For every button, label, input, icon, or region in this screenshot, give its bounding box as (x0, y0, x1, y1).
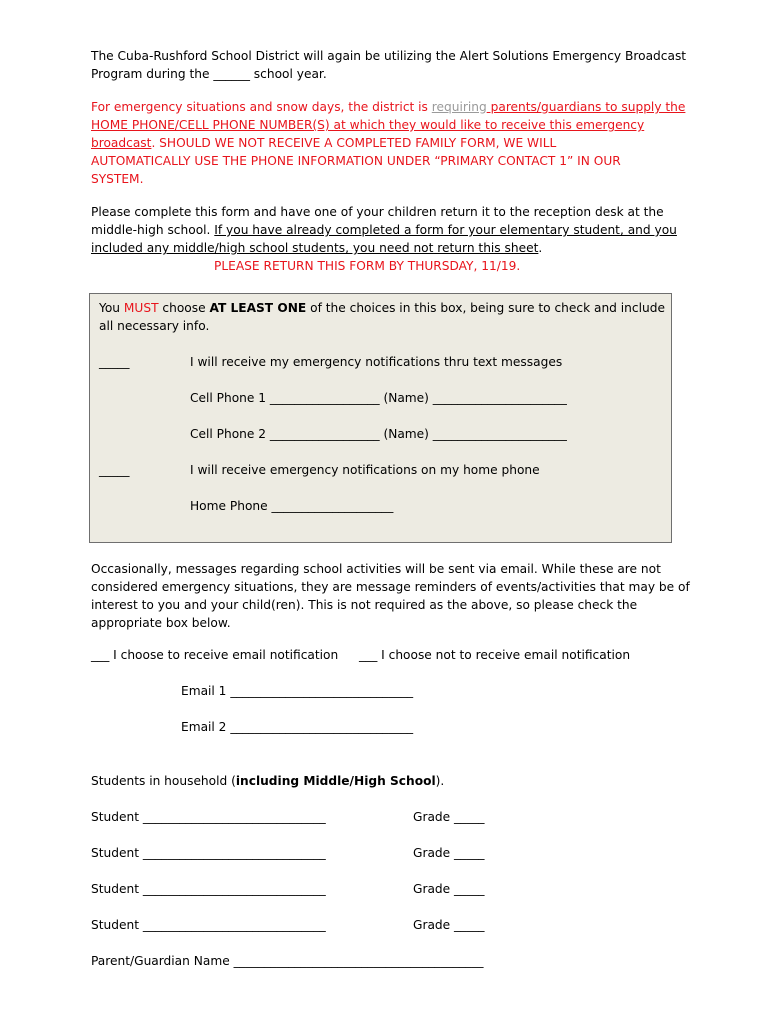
return-deadline: PLEASE RETURN THIS FORM BY THURSDAY, 11/19. (214, 259, 521, 273)
students-heading-bold: including Middle/High School (235, 774, 436, 788)
student-grade-field[interactable]: Grade _____ (413, 846, 485, 860)
student-name-field[interactable]: Student ______________________________ (91, 810, 326, 824)
home-option-checkbox-blank[interactable]: _____ (99, 463, 130, 477)
student-grade-field[interactable]: Grade _____ (413, 810, 485, 824)
email-opt-out-option[interactable]: ___ I choose not to receive email notification (359, 648, 631, 662)
email-info-line-2: considered emergency situations, they are message reminders of events/activities that may be of (91, 580, 690, 594)
box-text-rest: of the choices in this box, being sure to check and include (306, 301, 665, 315)
student-name-field[interactable]: Student ______________________________ (91, 918, 326, 932)
student-grade-field[interactable]: Grade _____ (413, 918, 485, 932)
box-text-choose: choose (158, 301, 210, 315)
instructions-line-1: Please complete this form and have one of your children return it to the reception desk at the (91, 205, 664, 219)
emergency-notice-line-3 (91, 134, 556, 152)
student-name-field[interactable]: Student ______________________________ (91, 882, 326, 896)
email-info-line-4: appropriate box below. (91, 616, 231, 630)
intro-line-1: The Cuba-Rushford School District will again be utilizing the Alert Solutions Emergency Broadcast (91, 49, 687, 63)
emergency-notice-line-2: HOME PHONE/CELL PHONE NUMBER(S) at which they would like to receive this emergency (91, 118, 645, 132)
box-text-you: You (99, 301, 124, 315)
email-opt-in-option[interactable]: ___ I choose to receive email notification (91, 648, 339, 662)
students-heading-end: ). (435, 774, 445, 788)
broadcast-underlined: broadcast (91, 136, 152, 150)
student-name-field[interactable]: Student ______________________________ (91, 846, 326, 860)
intro-line-2: Program during the ______ school year. (91, 67, 327, 81)
students-heading-text: Students in household ( (91, 774, 236, 788)
email-2-field[interactable]: Email 2 ______________________________ (181, 720, 414, 734)
students-heading (91, 772, 444, 790)
box-instruction-line-2: all necessary info. (99, 319, 210, 333)
notice-warning: . SHOULD WE NOT RECEIVE A COMPLETED FAMILY FORM, WE WILL (151, 136, 557, 150)
emergency-notice-line-1 (91, 98, 685, 116)
instructions-underlined: If you have already completed a form for your elementary student, and you (214, 223, 677, 237)
instructions-period: . (538, 241, 543, 255)
email-info-line-1: Occasionally, messages regarding school activities will be sent via email. While these are not (91, 562, 661, 576)
at-least-one-emphasis: AT LEAST ONE (209, 301, 307, 315)
text-option-label: I will receive my emergency notifications thru text messages (190, 355, 563, 369)
email-1-field[interactable]: Email 1 ______________________________ (181, 684, 414, 698)
home-phone-field[interactable]: Home Phone ____________________ (190, 499, 394, 513)
cell-phone-1-field[interactable]: Cell Phone 1 __________________ (Name) ______________________ (190, 391, 567, 405)
instructions-line-2 (91, 221, 677, 239)
emergency-notice-line-5: SYSTEM. (91, 172, 144, 186)
text-option-checkbox-blank[interactable]: _____ (99, 355, 130, 369)
notice-underlined-text: parents/guardians to supply the (486, 100, 686, 114)
student-grade-field[interactable]: Grade _____ (413, 882, 485, 896)
parent-guardian-name-field[interactable]: Parent/Guardian Name _________________________________________ (91, 954, 484, 968)
cell-phone-2-field[interactable]: Cell Phone 2 __________________ (Name) ______________________ (190, 427, 567, 441)
email-info-line-3: interest to you and your child(ren). This is not required as the above, so please check the (91, 598, 638, 612)
notice-text: For emergency situations and snow days, the district is (91, 100, 432, 114)
emergency-notice-line-4: AUTOMATICALLY USE THE PHONE INFORMATION UNDER “PRIMARY CONTACT 1” IN OUR (91, 154, 621, 168)
instructions-underlined-2: included any middle/high school students, you need not return this sheet (91, 241, 539, 255)
instructions-text: middle-high school. (91, 223, 215, 237)
requiring-link[interactable]: requiring (431, 100, 487, 114)
home-option-label: I will receive emergency notifications on my home phone (190, 463, 540, 477)
box-instruction-line-1 (99, 299, 665, 317)
instructions-line-3 (91, 239, 542, 257)
must-emphasis: MUST (123, 301, 159, 315)
